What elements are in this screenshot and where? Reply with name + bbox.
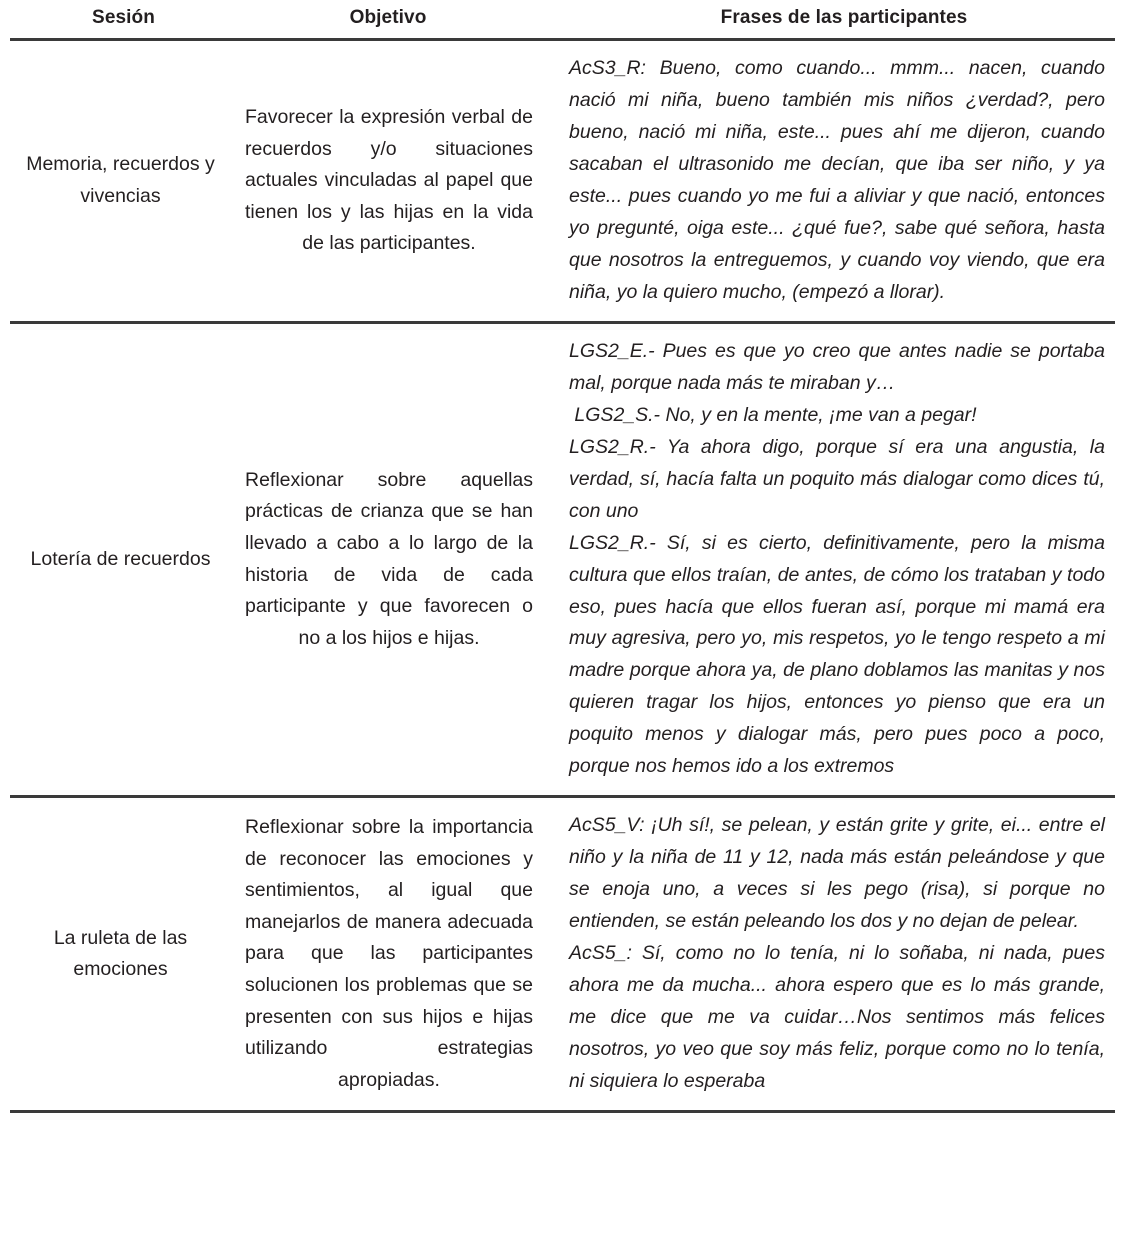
- quote-turn: AcS5_V: ¡Uh sí!, se pelean, y están grite y grite, ei... entre el niño y la niña de 11 y 12, nada más están peleándose y que se enoja uno, a veces si les pego (risa), si porque no entienden, se están peleando los dos y no dejan de pelear.: [569, 814, 1111, 933]
- cell-objetivo: Reflexionar sobre aquellas prácticas de crianza que se han llevado a cabo a lo largo de la historia de vida de cada participante y que favorecen o no a los hijos e hijas.: [245, 468, 533, 649]
- table-header: [10, 3, 1115, 40]
- quote-turn: LGS2_R.- Sí, si es cierto, definitivamente, pero la misma cultura que ellos traían, de antes, de cómo los trataban y todo eso, pues hacía que ellos fueran así, porque mi mamá era muy agresiva, pero yo, mis respetos, yo le tengo respeto a mi madre porque ahora ya, de plano doblamos las manitas y nos quieren tragar los hijos, entonces yo pienso que era un poquito menos y dialogar más, pero pues poco a poco, porque nos hemos ido a los extremos: [569, 531, 1111, 778]
- cell-objetivo: Favorecer la expresión verbal de recuerdos y/o situaciones actuales vinculadas al papel que tienen los y las hijas en la vida de las participantes.: [245, 105, 533, 255]
- cell-frases: [555, 797, 1115, 1112]
- quote-turn: LGS2_R.- Ya ahora digo, porque sí era una angustia, la verdad, sí, hacía falta un poquito más dialogar como dices tú, con uno: [569, 435, 1111, 522]
- cell-sesion: Memoria, recuerdos y vivencias: [26, 153, 215, 207]
- column-header-frases: Frases de las participantes: [555, 3, 1115, 40]
- header-row: [10, 3, 1115, 40]
- cell-frases: [555, 40, 1115, 323]
- column-header-objetivo: Objetivo: [235, 3, 555, 40]
- table-row: [10, 40, 1115, 323]
- quote-turn: AcS5_: Sí, como no lo tenía, ni lo soñaba, ni nada, pues ahora me da mucha... ahora espero que es lo más grande, me dice que me va cuidar…Nos sentimos más felices nosotros, yo veo que soy más feliz, porque como no lo tenía, ni siquiera lo esperaba: [569, 942, 1111, 1093]
- table-row: [10, 322, 1115, 797]
- column-header-sesion: Sesión: [10, 3, 235, 40]
- quote-turn: LGS2_E.- Pues es que yo creo que antes nadie se portaba mal, porque nada más te miraban y…: [569, 339, 1111, 394]
- cell-sesion: Lotería de recuerdos: [30, 547, 211, 570]
- sessions-table: [10, 3, 1115, 1113]
- cell-frases: [555, 322, 1115, 797]
- table-row: [10, 797, 1115, 1112]
- quote-turn: LGS2_S.- No, y en la mente, ¡me van a pegar!: [569, 403, 977, 426]
- table-body: [10, 40, 1115, 1112]
- cell-objetivo: Reflexionar sobre la importancia de reconocer las emociones y sentimientos, al igual que manejarlos de manera adecuada para que las participantes solucionen los problemas que se presenten con sus hijos e hijas utilizando estrategias apropiadas.: [245, 816, 533, 1091]
- cell-sesion: La ruleta de las emociones: [53, 926, 188, 981]
- quote-paragraph: AcS3_R: Bueno, como cuando... mmm... nacen, cuando nació mi niña, bueno también mis niños ¿verdad?, pero bueno, nació mi niña, este... pues ahí me dijeron, cuando sacaban el ultrasonido me decían, que iba ser niño, y ya este... pues cuando yo me fui a aliviar y que nació, entonces yo pregunté, oiga este... ¿qué fue?, sabe qué señora, hasta que nosotros la entreguemos, y cuando voy viendo, que era niña, yo la quiero mucho, (empezó a llorar).: [569, 57, 1111, 303]
